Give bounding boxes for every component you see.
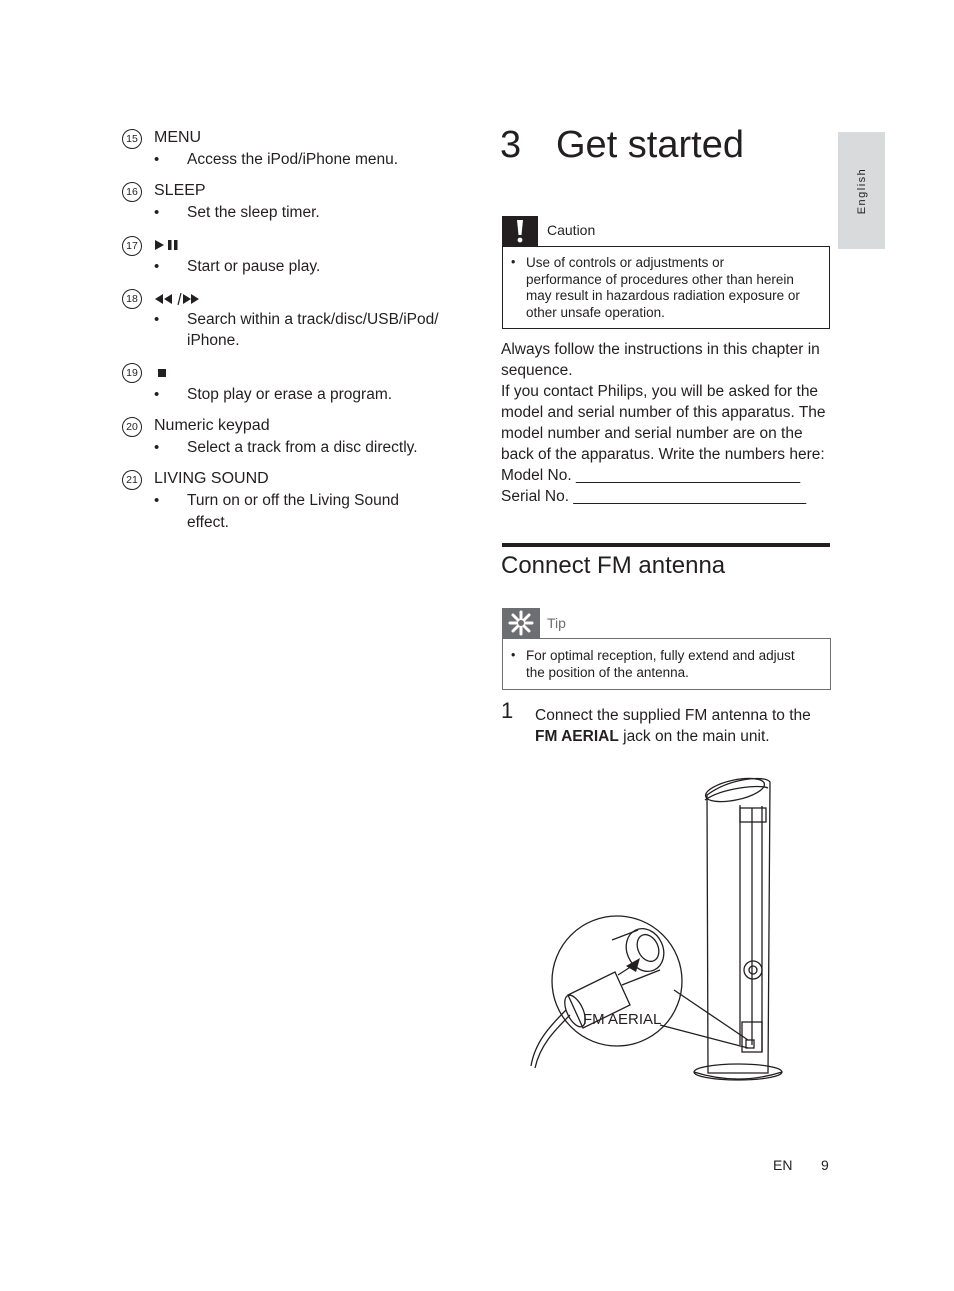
control-desc-stop: Stop play or erase a program. — [187, 386, 393, 403]
section-title: Connect FM antenna — [501, 552, 726, 579]
page-number: 9 — [821, 1157, 829, 1173]
language-tab — [838, 132, 885, 249]
bullet: • — [154, 151, 160, 168]
footer-language: EN — [773, 1157, 793, 1173]
control-number-20: 20 — [122, 417, 142, 437]
control-desc-search-1: Search within a track/disc/USB/iPod/ — [187, 311, 439, 328]
control-number-19: 19 — [122, 363, 142, 383]
control-desc-menu: Access the iPod/iPhone menu. — [187, 151, 399, 168]
fm-antenna-illustration — [525, 770, 795, 1085]
chapter-number: 3 — [500, 124, 522, 166]
bullet: • — [154, 492, 160, 509]
section-divider — [502, 543, 830, 547]
control-desc-sleep: Set the sleep timer. — [187, 204, 320, 221]
bullet: • — [511, 255, 516, 269]
control-desc-living-sound-1: Turn on or off the Living Sound — [187, 492, 399, 509]
caution-line-4: other unsafe operation. — [526, 304, 665, 320]
bullet: • — [154, 386, 160, 403]
control-desc-search-2: iPhone. — [187, 332, 240, 349]
language-tab-label: English — [855, 167, 868, 214]
body-line: If you contact Philips, you will be asked for the — [501, 383, 819, 400]
control-desc-keypad: Select a track from a disc directly. — [187, 439, 418, 456]
caution-line-2: performance of procedures other than herein — [526, 271, 794, 287]
instructions-paragraph — [501, 339, 837, 507]
fm-aerial-callout-label: FM AERIAL — [583, 1011, 662, 1028]
body-line: model and serial number of this apparatus. The — [501, 404, 826, 421]
chapter-heading — [500, 122, 744, 168]
body-line: model number and serial number are on the — [501, 425, 803, 442]
caution-box — [502, 246, 830, 329]
caution-line-3: may result in hazardous radiation exposure or — [526, 288, 800, 303]
body-line: back of the apparatus. Write the numbers here: — [501, 446, 825, 463]
bullet: • — [154, 311, 160, 328]
play-pause-icon — [154, 238, 182, 252]
body-line: sequence. — [501, 362, 573, 379]
step-line-2-rest: jack on the main unit. — [618, 728, 770, 745]
caution-icon — [502, 216, 538, 246]
tip-label: Tip — [547, 615, 566, 631]
stop-icon — [157, 368, 167, 378]
control-number-21: 21 — [122, 470, 142, 490]
rewind-forward-icon — [154, 292, 200, 306]
model-number-line: Model No. __________________________ — [501, 467, 801, 484]
control-title-numeric-keypad: Numeric keypad — [154, 417, 270, 434]
bullet: • — [154, 439, 160, 456]
control-title-living-sound: LIVING SOUND — [154, 470, 269, 487]
caution-label: Caution — [547, 222, 596, 238]
control-desc-play-pause: Start or pause play. — [187, 258, 321, 275]
bullet: • — [511, 648, 516, 662]
control-number-18: 18 — [122, 289, 142, 309]
step-number: 1 — [501, 698, 514, 723]
control-title-menu: MENU — [154, 129, 202, 146]
tip-box — [502, 638, 831, 690]
step-line-2 — [535, 726, 835, 747]
body-line: Always follow the instructions in this chapter in — [501, 341, 820, 358]
bullet: • — [154, 204, 160, 221]
step-line-1: Connect the supplied FM antenna to the — [535, 707, 811, 724]
control-number-17: 17 — [122, 236, 142, 256]
tip-line-2: the position of the antenna. — [526, 665, 689, 680]
bullet: • — [154, 258, 160, 275]
control-title-sleep: SLEEP — [154, 182, 206, 199]
tip-line-1: For optimal reception, fully extend and adjust — [526, 648, 795, 663]
serial-number-line: Serial No. ___________________________ — [501, 488, 807, 505]
control-desc-living-sound-2: effect. — [187, 514, 229, 531]
caution-line-1: Use of controls or adjustments or — [526, 255, 725, 270]
step-text — [535, 705, 835, 747]
chapter-title: Get started — [556, 124, 744, 166]
control-number-16: 16 — [122, 182, 142, 202]
tip-icon — [502, 608, 540, 638]
fm-aerial-jack-label: FM AERIAL — [535, 728, 619, 745]
control-number-15: 15 — [122, 129, 142, 149]
